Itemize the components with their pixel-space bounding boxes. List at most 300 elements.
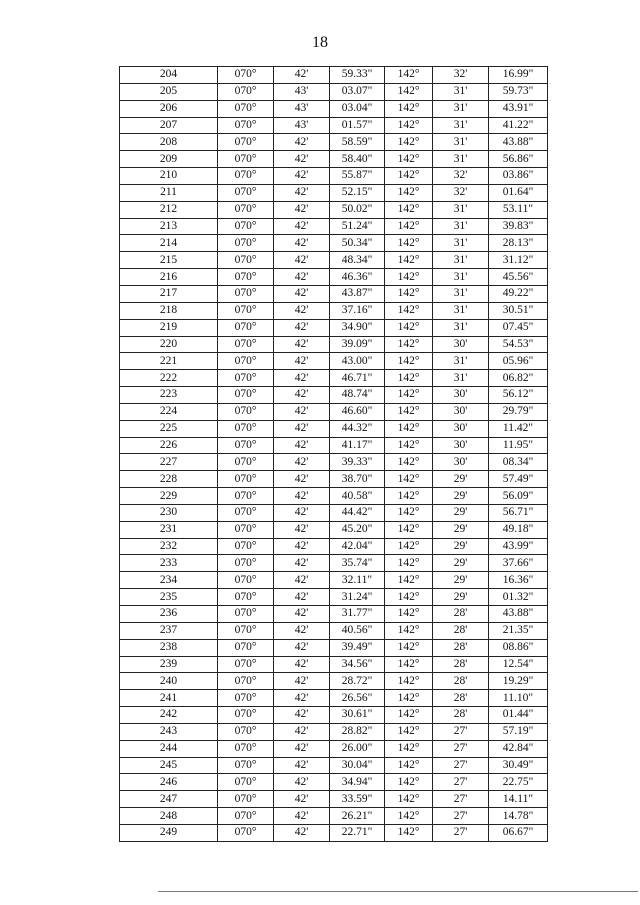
latitude-degrees-cell: 142°: [385, 824, 433, 841]
latitude-seconds-cell: 05.96": [489, 353, 548, 370]
latitude-degrees-cell: 142°: [385, 656, 433, 673]
latitude-degrees-cell: 142°: [385, 774, 433, 791]
table-row: [120, 521, 548, 538]
longitude-degrees-cell: 070°: [218, 774, 274, 791]
longitude-seconds-cell: 40.56": [330, 622, 385, 639]
table-row: [120, 269, 548, 286]
latitude-degrees-cell: 142°: [385, 184, 433, 201]
latitude-minutes-cell: 32': [433, 67, 489, 84]
point-number-cell: 230: [120, 504, 218, 521]
latitude-seconds-cell: 30.51": [489, 302, 548, 319]
longitude-minutes-cell: 42': [274, 471, 330, 488]
longitude-seconds-cell: 30.61": [330, 707, 385, 724]
longitude-seconds-cell: 32.11": [330, 572, 385, 589]
table-row: [120, 184, 548, 201]
table-row: [120, 353, 548, 370]
point-number-cell: 235: [120, 589, 218, 606]
table-row: [120, 606, 548, 623]
latitude-seconds-cell: 57.49": [489, 471, 548, 488]
longitude-seconds-cell: 22.71": [330, 824, 385, 841]
longitude-minutes-cell: 43': [274, 100, 330, 117]
latitude-seconds-cell: 01.32": [489, 589, 548, 606]
latitude-degrees-cell: 142°: [385, 67, 433, 84]
longitude-minutes-cell: 42': [274, 791, 330, 808]
latitude-minutes-cell: 31': [433, 269, 489, 286]
table-row: [120, 572, 548, 589]
latitude-minutes-cell: 31': [433, 235, 489, 252]
latitude-seconds-cell: 56.12": [489, 387, 548, 404]
longitude-minutes-cell: 42': [274, 269, 330, 286]
table-row: [120, 218, 548, 235]
coordinates-table: [119, 66, 548, 842]
longitude-minutes-cell: 42': [274, 774, 330, 791]
longitude-degrees-cell: 070°: [218, 723, 274, 740]
point-number-cell: 244: [120, 740, 218, 757]
point-number-cell: 231: [120, 521, 218, 538]
longitude-minutes-cell: 42': [274, 218, 330, 235]
longitude-degrees-cell: 070°: [218, 168, 274, 185]
latitude-minutes-cell: 31': [433, 302, 489, 319]
latitude-seconds-cell: 45.56": [489, 269, 548, 286]
longitude-minutes-cell: 42': [274, 622, 330, 639]
latitude-seconds-cell: 06.82": [489, 370, 548, 387]
table-row: [120, 201, 548, 218]
latitude-minutes-cell: 27': [433, 791, 489, 808]
longitude-degrees-cell: 070°: [218, 757, 274, 774]
point-number-cell: 204: [120, 67, 218, 84]
latitude-minutes-cell: 30': [433, 336, 489, 353]
longitude-seconds-cell: 01.57": [330, 117, 385, 134]
longitude-minutes-cell: 42': [274, 824, 330, 841]
latitude-minutes-cell: 29': [433, 555, 489, 572]
table-row: [120, 302, 548, 319]
longitude-degrees-cell: 070°: [218, 184, 274, 201]
point-number-cell: 236: [120, 606, 218, 623]
latitude-degrees-cell: 142°: [385, 302, 433, 319]
longitude-degrees-cell: 070°: [218, 403, 274, 420]
latitude-degrees-cell: 142°: [385, 622, 433, 639]
latitude-seconds-cell: 37.66": [489, 555, 548, 572]
point-number-cell: 242: [120, 707, 218, 724]
point-number-cell: 229: [120, 488, 218, 505]
latitude-degrees-cell: 142°: [385, 606, 433, 623]
table-row: [120, 235, 548, 252]
longitude-seconds-cell: 46.60": [330, 403, 385, 420]
longitude-seconds-cell: 26.00": [330, 740, 385, 757]
table-row: [120, 437, 548, 454]
latitude-minutes-cell: 27': [433, 757, 489, 774]
latitude-seconds-cell: 56.71": [489, 504, 548, 521]
latitude-minutes-cell: 28': [433, 673, 489, 690]
longitude-degrees-cell: 070°: [218, 387, 274, 404]
longitude-seconds-cell: 37.16": [330, 302, 385, 319]
latitude-minutes-cell: 31': [433, 134, 489, 151]
latitude-seconds-cell: 07.45": [489, 319, 548, 336]
longitude-seconds-cell: 26.21": [330, 808, 385, 825]
latitude-seconds-cell: 29.79": [489, 403, 548, 420]
table-row: [120, 673, 548, 690]
longitude-minutes-cell: 42': [274, 285, 330, 302]
longitude-minutes-cell: 42': [274, 353, 330, 370]
latitude-degrees-cell: 142°: [385, 83, 433, 100]
latitude-minutes-cell: 31': [433, 83, 489, 100]
latitude-degrees-cell: 142°: [385, 117, 433, 134]
longitude-degrees-cell: 070°: [218, 639, 274, 656]
longitude-degrees-cell: 070°: [218, 538, 274, 555]
latitude-minutes-cell: 31': [433, 353, 489, 370]
point-number-cell: 237: [120, 622, 218, 639]
table-row: [120, 622, 548, 639]
point-number-cell: 234: [120, 572, 218, 589]
longitude-minutes-cell: 42': [274, 589, 330, 606]
latitude-seconds-cell: 39.83": [489, 218, 548, 235]
longitude-degrees-cell: 070°: [218, 707, 274, 724]
longitude-seconds-cell: 39.09": [330, 336, 385, 353]
point-number-cell: 224: [120, 403, 218, 420]
latitude-degrees-cell: 142°: [385, 639, 433, 656]
latitude-minutes-cell: 30': [433, 437, 489, 454]
latitude-seconds-cell: 16.99": [489, 67, 548, 84]
longitude-minutes-cell: 42': [274, 134, 330, 151]
longitude-degrees-cell: 070°: [218, 740, 274, 757]
latitude-seconds-cell: 16.36": [489, 572, 548, 589]
longitude-minutes-cell: 42': [274, 639, 330, 656]
latitude-minutes-cell: 27': [433, 774, 489, 791]
latitude-degrees-cell: 142°: [385, 673, 433, 690]
latitude-seconds-cell: 43.88": [489, 606, 548, 623]
longitude-seconds-cell: 58.40": [330, 151, 385, 168]
longitude-minutes-cell: 42': [274, 168, 330, 185]
latitude-minutes-cell: 27': [433, 808, 489, 825]
point-number-cell: 218: [120, 302, 218, 319]
longitude-minutes-cell: 42': [274, 656, 330, 673]
latitude-degrees-cell: 142°: [385, 218, 433, 235]
longitude-seconds-cell: 48.74": [330, 387, 385, 404]
latitude-seconds-cell: 49.18": [489, 521, 548, 538]
point-number-cell: 245: [120, 757, 218, 774]
latitude-seconds-cell: 22.75": [489, 774, 548, 791]
longitude-degrees-cell: 070°: [218, 117, 274, 134]
longitude-seconds-cell: 41.17": [330, 437, 385, 454]
latitude-seconds-cell: 41.22": [489, 117, 548, 134]
latitude-minutes-cell: 31': [433, 100, 489, 117]
point-number-cell: 207: [120, 117, 218, 134]
longitude-minutes-cell: 42': [274, 252, 330, 269]
longitude-minutes-cell: 42': [274, 606, 330, 623]
longitude-minutes-cell: 42': [274, 67, 330, 84]
longitude-degrees-cell: 070°: [218, 690, 274, 707]
longitude-minutes-cell: 42': [274, 521, 330, 538]
latitude-minutes-cell: 31': [433, 117, 489, 134]
latitude-degrees-cell: 142°: [385, 437, 433, 454]
latitude-degrees-cell: 142°: [385, 420, 433, 437]
table-row: [120, 471, 548, 488]
longitude-seconds-cell: 52.15": [330, 184, 385, 201]
table-row: [120, 656, 548, 673]
point-number-cell: 208: [120, 134, 218, 151]
longitude-degrees-cell: 070°: [218, 269, 274, 286]
latitude-degrees-cell: 142°: [385, 538, 433, 555]
longitude-minutes-cell: 42': [274, 673, 330, 690]
point-number-cell: 220: [120, 336, 218, 353]
longitude-seconds-cell: 31.24": [330, 589, 385, 606]
longitude-degrees-cell: 070°: [218, 370, 274, 387]
latitude-minutes-cell: 31': [433, 319, 489, 336]
longitude-seconds-cell: 28.82": [330, 723, 385, 740]
longitude-seconds-cell: 33.59": [330, 791, 385, 808]
point-number-cell: 211: [120, 184, 218, 201]
longitude-seconds-cell: 44.32": [330, 420, 385, 437]
latitude-seconds-cell: 54.53": [489, 336, 548, 353]
table-row: [120, 723, 548, 740]
latitude-minutes-cell: 31': [433, 201, 489, 218]
latitude-seconds-cell: 43.99": [489, 538, 548, 555]
longitude-degrees-cell: 070°: [218, 420, 274, 437]
longitude-degrees-cell: 070°: [218, 606, 274, 623]
latitude-minutes-cell: 29': [433, 572, 489, 589]
latitude-minutes-cell: 29': [433, 471, 489, 488]
longitude-degrees-cell: 070°: [218, 319, 274, 336]
table-row: [120, 336, 548, 353]
latitude-minutes-cell: 28': [433, 606, 489, 623]
table-row: [120, 387, 548, 404]
table-row: [120, 538, 548, 555]
point-number-cell: 249: [120, 824, 218, 841]
table-row: [120, 504, 548, 521]
longitude-degrees-cell: 070°: [218, 134, 274, 151]
point-number-cell: 215: [120, 252, 218, 269]
longitude-seconds-cell: 39.33": [330, 454, 385, 471]
table-row: [120, 808, 548, 825]
latitude-degrees-cell: 142°: [385, 134, 433, 151]
longitude-seconds-cell: 43.87": [330, 285, 385, 302]
latitude-seconds-cell: 42.84": [489, 740, 548, 757]
latitude-minutes-cell: 30': [433, 454, 489, 471]
table-row: [120, 707, 548, 724]
latitude-seconds-cell: 14.78": [489, 808, 548, 825]
table-row: [120, 555, 548, 572]
point-number-cell: 214: [120, 235, 218, 252]
latitude-degrees-cell: 142°: [385, 269, 433, 286]
longitude-seconds-cell: 45.20": [330, 521, 385, 538]
longitude-seconds-cell: 58.59": [330, 134, 385, 151]
table-row: [120, 285, 548, 302]
coordinates-table-body: [120, 67, 548, 842]
table-row: [120, 690, 548, 707]
latitude-minutes-cell: 28': [433, 656, 489, 673]
longitude-minutes-cell: 42': [274, 201, 330, 218]
table-row: [120, 252, 548, 269]
latitude-minutes-cell: 31': [433, 370, 489, 387]
longitude-degrees-cell: 070°: [218, 656, 274, 673]
latitude-degrees-cell: 142°: [385, 403, 433, 420]
latitude-minutes-cell: 31': [433, 151, 489, 168]
latitude-degrees-cell: 142°: [385, 589, 433, 606]
table-row: [120, 757, 548, 774]
latitude-seconds-cell: 11.95": [489, 437, 548, 454]
latitude-degrees-cell: 142°: [385, 151, 433, 168]
latitude-seconds-cell: 53.11": [489, 201, 548, 218]
latitude-degrees-cell: 142°: [385, 353, 433, 370]
longitude-seconds-cell: 48.34": [330, 252, 385, 269]
table-row: [120, 319, 548, 336]
table-row: [120, 488, 548, 505]
latitude-seconds-cell: 28.13": [489, 235, 548, 252]
latitude-minutes-cell: 29': [433, 521, 489, 538]
latitude-degrees-cell: 142°: [385, 808, 433, 825]
longitude-minutes-cell: 42': [274, 538, 330, 555]
latitude-seconds-cell: 08.86": [489, 639, 548, 656]
latitude-minutes-cell: 28': [433, 639, 489, 656]
longitude-degrees-cell: 070°: [218, 235, 274, 252]
longitude-minutes-cell: 42': [274, 723, 330, 740]
longitude-degrees-cell: 070°: [218, 285, 274, 302]
longitude-minutes-cell: 42': [274, 454, 330, 471]
latitude-degrees-cell: 142°: [385, 471, 433, 488]
latitude-minutes-cell: 29': [433, 488, 489, 505]
table-row: [120, 83, 548, 100]
latitude-seconds-cell: 19.29": [489, 673, 548, 690]
longitude-seconds-cell: 43.00": [330, 353, 385, 370]
longitude-minutes-cell: 42': [274, 370, 330, 387]
latitude-degrees-cell: 142°: [385, 100, 433, 117]
point-number-cell: 246: [120, 774, 218, 791]
longitude-minutes-cell: 42': [274, 555, 330, 572]
latitude-minutes-cell: 31': [433, 218, 489, 235]
longitude-minutes-cell: 42': [274, 690, 330, 707]
longitude-degrees-cell: 070°: [218, 808, 274, 825]
longitude-degrees-cell: 070°: [218, 488, 274, 505]
table-row: [120, 168, 548, 185]
table-row: [120, 824, 548, 841]
latitude-seconds-cell: 08.34": [489, 454, 548, 471]
latitude-seconds-cell: 01.64": [489, 184, 548, 201]
longitude-degrees-cell: 070°: [218, 252, 274, 269]
latitude-minutes-cell: 31': [433, 285, 489, 302]
longitude-seconds-cell: 50.34": [330, 235, 385, 252]
latitude-degrees-cell: 142°: [385, 740, 433, 757]
latitude-degrees-cell: 142°: [385, 690, 433, 707]
table-row: [120, 67, 548, 84]
point-number-cell: 223: [120, 387, 218, 404]
latitude-seconds-cell: 31.12": [489, 252, 548, 269]
latitude-minutes-cell: 32': [433, 184, 489, 201]
point-number-cell: 216: [120, 269, 218, 286]
latitude-degrees-cell: 142°: [385, 201, 433, 218]
longitude-seconds-cell: 40.58": [330, 488, 385, 505]
point-number-cell: 240: [120, 673, 218, 690]
longitude-seconds-cell: 34.94": [330, 774, 385, 791]
longitude-minutes-cell: 42': [274, 184, 330, 201]
point-number-cell: 226: [120, 437, 218, 454]
longitude-seconds-cell: 30.04": [330, 757, 385, 774]
page-number: 18: [312, 34, 328, 51]
longitude-degrees-cell: 070°: [218, 201, 274, 218]
latitude-seconds-cell: 11.10": [489, 690, 548, 707]
latitude-minutes-cell: 30': [433, 420, 489, 437]
latitude-seconds-cell: 49.22": [489, 285, 548, 302]
table-row: [120, 740, 548, 757]
longitude-minutes-cell: 42': [274, 504, 330, 521]
latitude-minutes-cell: 28': [433, 690, 489, 707]
point-number-cell: 247: [120, 791, 218, 808]
bottom-rule: [158, 891, 638, 892]
point-number-cell: 209: [120, 151, 218, 168]
longitude-minutes-cell: 42': [274, 488, 330, 505]
longitude-degrees-cell: 070°: [218, 454, 274, 471]
latitude-seconds-cell: 59.73": [489, 83, 548, 100]
table-row: [120, 589, 548, 606]
latitude-degrees-cell: 142°: [385, 488, 433, 505]
latitude-degrees-cell: 142°: [385, 757, 433, 774]
longitude-seconds-cell: 59.33": [330, 67, 385, 84]
longitude-degrees-cell: 070°: [218, 218, 274, 235]
latitude-seconds-cell: 43.91": [489, 100, 548, 117]
longitude-degrees-cell: 070°: [218, 673, 274, 690]
longitude-seconds-cell: 42.04": [330, 538, 385, 555]
longitude-seconds-cell: 28.72": [330, 673, 385, 690]
longitude-seconds-cell: 50.02": [330, 201, 385, 218]
latitude-degrees-cell: 142°: [385, 521, 433, 538]
latitude-seconds-cell: 56.09": [489, 488, 548, 505]
latitude-degrees-cell: 142°: [385, 370, 433, 387]
longitude-degrees-cell: 070°: [218, 504, 274, 521]
latitude-seconds-cell: 12.54": [489, 656, 548, 673]
latitude-minutes-cell: 27': [433, 740, 489, 757]
latitude-seconds-cell: 06.67": [489, 824, 548, 841]
point-number-cell: 243: [120, 723, 218, 740]
table-row: [120, 134, 548, 151]
latitude-degrees-cell: 142°: [385, 319, 433, 336]
longitude-degrees-cell: 070°: [218, 791, 274, 808]
longitude-minutes-cell: 42': [274, 336, 330, 353]
longitude-degrees-cell: 070°: [218, 151, 274, 168]
longitude-seconds-cell: 38.70": [330, 471, 385, 488]
longitude-minutes-cell: 42': [274, 403, 330, 420]
latitude-minutes-cell: 28': [433, 707, 489, 724]
longitude-degrees-cell: 070°: [218, 353, 274, 370]
longitude-seconds-cell: 31.77": [330, 606, 385, 623]
table-row: [120, 403, 548, 420]
point-number-cell: 248: [120, 808, 218, 825]
longitude-seconds-cell: 51.24": [330, 218, 385, 235]
latitude-minutes-cell: 28': [433, 622, 489, 639]
point-number-cell: 239: [120, 656, 218, 673]
longitude-seconds-cell: 34.90": [330, 319, 385, 336]
point-number-cell: 238: [120, 639, 218, 656]
latitude-minutes-cell: 27': [433, 824, 489, 841]
point-number-cell: 205: [120, 83, 218, 100]
table-row: [120, 774, 548, 791]
longitude-minutes-cell: 42': [274, 319, 330, 336]
latitude-degrees-cell: 142°: [385, 285, 433, 302]
latitude-degrees-cell: 142°: [385, 168, 433, 185]
latitude-seconds-cell: 43.88": [489, 134, 548, 151]
longitude-seconds-cell: 46.36": [330, 269, 385, 286]
longitude-degrees-cell: 070°: [218, 622, 274, 639]
longitude-minutes-cell: 42': [274, 707, 330, 724]
latitude-minutes-cell: 30': [433, 403, 489, 420]
latitude-seconds-cell: 14.11": [489, 791, 548, 808]
latitude-seconds-cell: 11.42": [489, 420, 548, 437]
point-number-cell: 206: [120, 100, 218, 117]
latitude-degrees-cell: 142°: [385, 723, 433, 740]
longitude-seconds-cell: 03.07": [330, 83, 385, 100]
latitude-degrees-cell: 142°: [385, 791, 433, 808]
point-number-cell: 233: [120, 555, 218, 572]
latitude-degrees-cell: 142°: [385, 454, 433, 471]
latitude-minutes-cell: 32': [433, 168, 489, 185]
